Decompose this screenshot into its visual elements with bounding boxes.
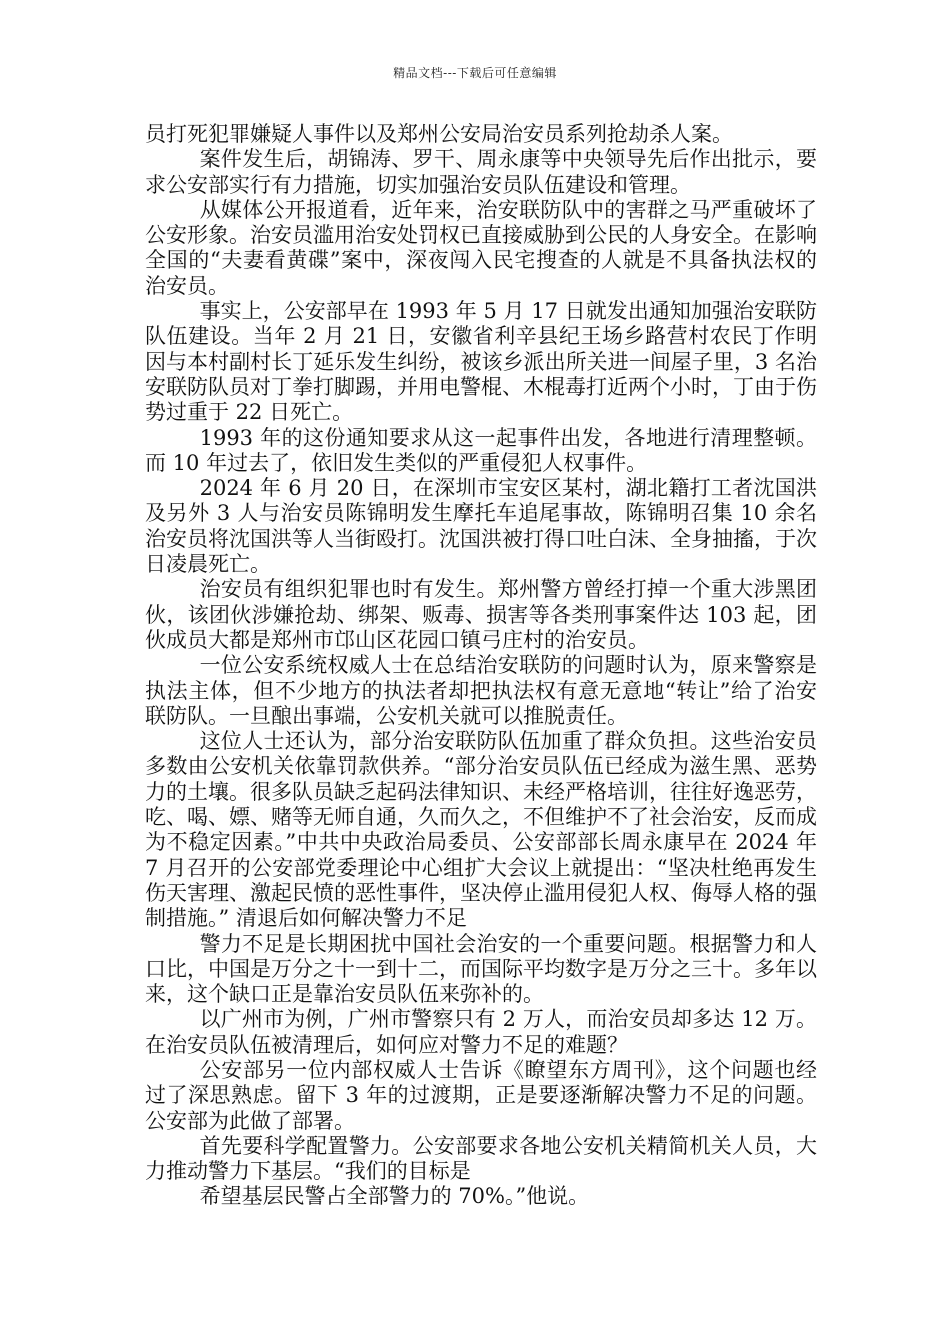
paragraph: 1993 年的这份通知要求从这一起事件出发，各地进行清理整顿。而 10 年过去了，依旧发生类似的严重侵犯人权事件。 bbox=[145, 425, 817, 475]
paragraph: 这位人士还认为，部分治安联防队伍加重了群众负担。这些治安员多数由公安机关依靠罚款供养。“部分治安员队伍已经成为滋生黑、恶势力的土壤。很多队员缺乏起码法律知识、未经严格培训，往往好逸恶劳，吃、喝、嫖、赌等无师自通，久而久之，不但维护不了社会治安，反而成为不稳定因素。”中共中央政治局委员、公安部部长周永康早在 2024 年 7 月召开的公安部党委理论中心组扩大会议上就提出：“坚决杜绝再发生伤天害理、激起民愤的恶性事件，坚决停止滥用侵犯人权、侮辱人格的强制措施。” 清退后如何解决警力不足 bbox=[145, 729, 817, 931]
paragraph: 一位公安系统权威人士在总结治安联防的问题时认为，原来警察是执法主体，但不少地方的执法者却把执法权有意无意地“转让”给了治安联防队。一旦酿出事端，公安机关就可以推脱责任。 bbox=[145, 653, 817, 728]
paragraph: 公安部另一位内部权威人士告诉《瞭望东方周刊》，这个问题也经过了深思熟虑。留下 3 年的过渡期，正是要逐渐解决警力不足的问题。公安部为此做了部署。 bbox=[145, 1057, 817, 1133]
paragraph: 从媒体公开报道看，近年来，治安联防队中的害群之马严重破坏了公安形象。治安员滥用治安处罚权已直接威胁到公民的人身安全。在影响全国的“夫妻看黄碟”案中，深夜闯入民宅搜查的人就是不具备执法权的治安员。 bbox=[145, 197, 817, 298]
paragraph: 事实上，公安部早在 1993 年 5 月 17 日就发出通知加强治安联防队伍建设。当年 2 月 21 日，安徽省利辛县纪王场乡路营村农民丁作明因与本村副村长丁延乐发生纠纷，被该乡派出所关进一间屋子里，3 名治安联防队员对丁拳打脚踢，并用电警棍、木棍毒打近两个小时，丁由于伤势过重于 22 日死亡。 bbox=[145, 299, 817, 425]
paragraph: 治安员有组织犯罪也时有发生。郑州警方曾经打掉一个重大涉黑团伙，该团伙涉嫌抢劫、绑架、贩毒、损害等各类刑事案件达 103 起，团伙成员大都是郑州市邙山区花园口镇弓庄村的治安员。 bbox=[145, 577, 817, 652]
page-header: 精品文档---下载后可任意编辑 bbox=[393, 66, 557, 80]
paragraph: 案件发生后，胡锦涛、罗干、周永康等中央领导先后作出批示，要求公安部实行有力措施，切实加强治安员队伍建设和管理。 bbox=[145, 147, 817, 197]
paragraph: 员打死犯罪嫌疑人事件以及郑州公安局治安员系列抢劫杀人案。 bbox=[145, 122, 733, 146]
paragraph: 2024 年 6 月 20 日，在深圳市宝安区某村，湖北籍打工者沈国洪及另外 3 人与治安员陈锦明发生摩托车追尾事故，陈锦明召集 10 余名治安员将沈国洪等人当街殴打。沈国洪被打得口吐白沫、全身抽搐，于次日凌晨死亡。 bbox=[145, 476, 817, 577]
paragraph: 首先要科学配置警力。公安部要求各地公安机关精简机关人员，大力推动警力下基层。“我们的目标是 bbox=[145, 1133, 817, 1184]
paragraph: 警力不足是长期困扰中国社会治安的一个重要问题。根据警力和人口比，中国是万分之十一到十二，而国际平均数字是万分之三十。多年以来，这个缺口正是靠治安员队伍来弥补的。 bbox=[145, 931, 817, 1007]
paragraph: 以广州市为例，广州市警察只有 2 万人，而治安员却多达 12 万。在治安员队伍被清理后，如何应对警力不足的难题？ bbox=[145, 1007, 817, 1057]
document-body bbox=[145, 122, 817, 1210]
paragraph: 希望基层民警占全部警力的 70%。”他说。 bbox=[199, 1184, 590, 1209]
